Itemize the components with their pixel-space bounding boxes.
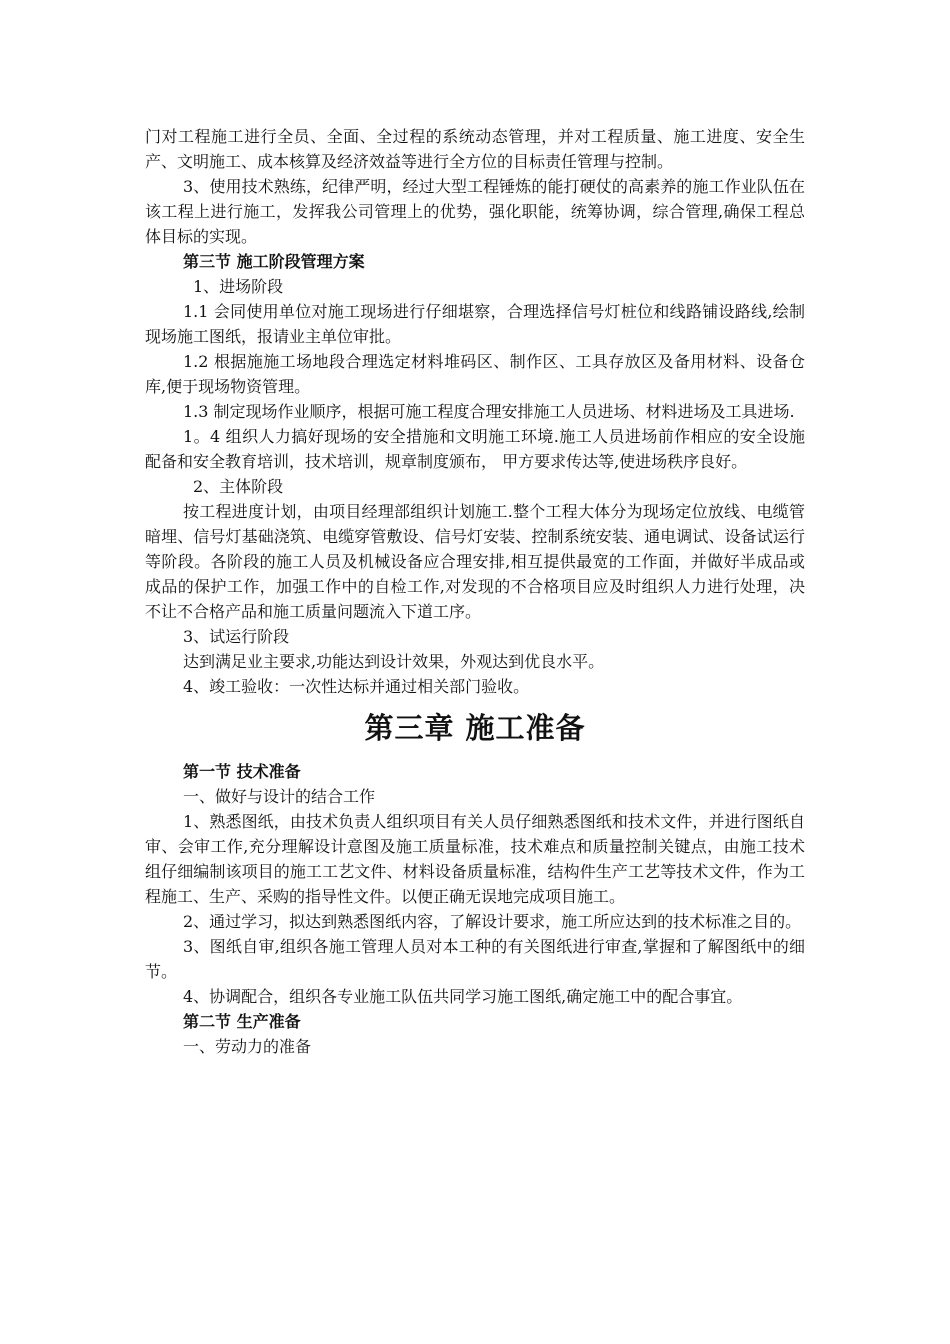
paragraph: 1、熟悉图纸，由技术负责人组织项目有关人员仔细熟悉图纸和技术文件，并进行图纸自审、会审工作,充分理解设计意图及施工质量标准，技术难点和质量控制关键点，由施工技术组仔细编制该项目的施工工艺文件、材料设备质量标准，结构件生产工艺等技术文件，作为工程施工、生产、采购的指导性文件。以便正确无误地完成项目施工。 (145, 812, 805, 906)
paragraph: 1.1 会同使用单位对施工现场进行仔细堪察，合理选择信号灯桩位和线路铺设路线,绘制现场施工图纸，报请业主单位审批。 (145, 302, 805, 346)
section-heading: 第一节 技术准备 (183, 762, 301, 781)
paragraph: 2、通过学习，拟达到熟悉图纸内容，了解设计要求，施工所应达到的技术标准之目的。 (183, 912, 802, 931)
paragraph: 4、竣工验收：一次性达标并通过相关部门验收。 (183, 677, 530, 696)
subheading: 3、试运行阶段 (183, 627, 290, 646)
paragraph: 1.3 制定现场作业顺序，根据可施工程度合理安排施工人员进场、材料进场及工具进场. (183, 402, 795, 421)
chapter-title: 第三章 施工准备 (364, 711, 586, 745)
paragraph: 3、图纸自审,组织各施工管理人员对本工种的有关图纸进行审查,掌握和了解图纸中的细节。 (145, 937, 805, 981)
subheading: 2、主体阶段 (193, 477, 284, 496)
section-heading: 第三节 施工阶段管理方案 (183, 252, 365, 271)
paragraph: 3、使用技术熟练，纪律严明，经过大型工程锤炼的能打硬仗的高素养的施工作业队伍在该工程上进行施工，发挥我公司管理上的优势，强化职能，统筹协调，综合管理,确保工程总体目标的实现。 (145, 177, 805, 246)
section-heading: 第二节 生产准备 (183, 1012, 301, 1031)
paragraph: 1。4 组织人力搞好现场的安全措施和文明施工环境.施工人员进场前作相应的安全设施配备和安全教育培训，技术培训，规章制度颁布， 甲方要求传达等,使进场秩序良好。 (145, 427, 805, 471)
subheading: 一、劳动力的准备 (183, 1037, 312, 1056)
paragraph: 4、协调配合，组织各专业施工队伍共同学习施工图纸,确定施工中的配合事宜。 (183, 987, 743, 1006)
paragraph: 达到满足业主要求,功能达到设计效果，外观达到优良水平。 (183, 652, 605, 671)
paragraph: 1.2 根据施施工场地段合理选定材料堆码区、制作区、工具存放区及备用材料、设备仓库,便于现场物资管理。 (145, 352, 805, 396)
paragraph: 门对工程施工进行全员、全面、全过程的系统动态管理，并对工程质量、施工进度、安全生产、文明施工、成本核算及经济效益等进行全方位的目标责任管理与控制。 (145, 127, 805, 171)
subheading: 1、进场阶段 (193, 277, 284, 296)
subheading: 一、做好与设计的结合工作 (183, 787, 376, 806)
document-page (145, 124, 805, 1059)
paragraph: 按工程进度计划，由项目经理部组织计划施工.整个工程大体分为现场定位放线、电缆管暗埋、信号灯基础浇筑、电缆穿管敷设、信号灯安装、控制系统安装、通电调试、设备试运行等阶段。各阶段的施工人员及机械设备应合理安排,相互提供最宽的工作面，并做好半成品或成品的保护工作，加强工作中的自检工作,对发现的不合格项目应及时组织人力进行处理，决不让不合格产品和施工质量问题流入下道工序。 (145, 502, 805, 621)
